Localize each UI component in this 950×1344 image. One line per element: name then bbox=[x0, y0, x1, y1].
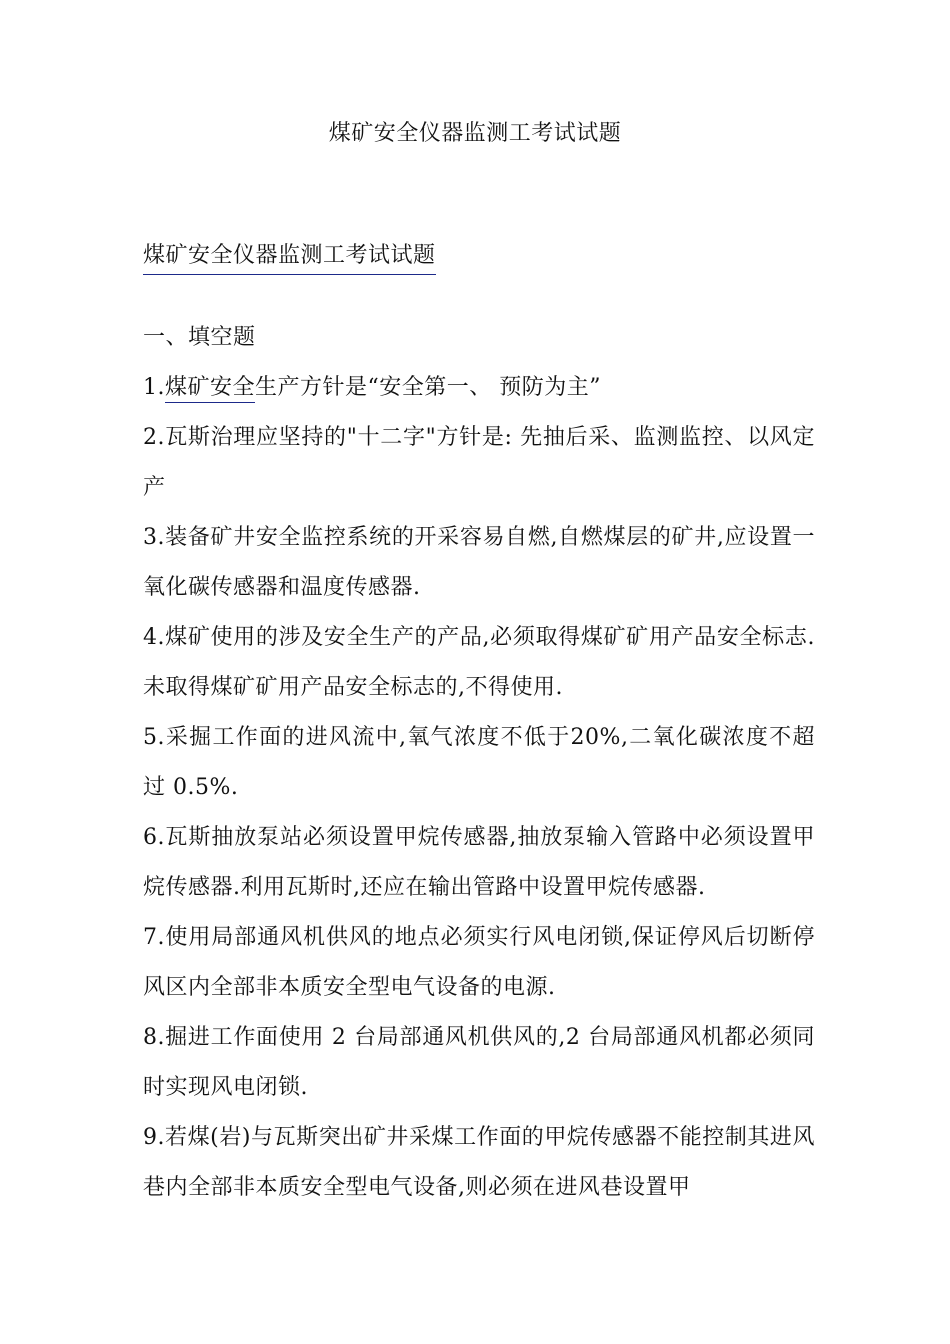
question-number: 2. bbox=[143, 425, 165, 450]
question-item-9 bbox=[143, 1113, 815, 1213]
question-number: 6. bbox=[143, 825, 165, 850]
document-body bbox=[143, 238, 815, 1213]
question-item-7 bbox=[143, 913, 815, 1013]
question-item-2 bbox=[143, 413, 815, 513]
question-number: 5. bbox=[143, 725, 165, 750]
page-title: 煤矿安全仪器监测工考试试题 bbox=[328, 121, 622, 146]
question-item-8 bbox=[143, 1013, 815, 1113]
question-number: 8. bbox=[143, 1025, 165, 1050]
question-item-5 bbox=[143, 713, 815, 813]
question-text: 瓦斯抽放泵站必须设置甲烷传感器,抽放泵输入管路中必须设置甲烷传感器.利用瓦斯时,还应在输出管路中设置甲烷传感器. bbox=[143, 825, 815, 900]
question-list bbox=[143, 363, 815, 1213]
question-number: 1. bbox=[143, 375, 165, 400]
question-text: 使用局部通风机供风的地点必须实行风电闭锁,保证停风后切断停风区内全部非本质安全型电气设备的电源. bbox=[143, 925, 815, 1000]
question-number: 9. bbox=[143, 1125, 165, 1150]
question-text: 装备矿井安全监控系统的开采容易自燃,自燃煤层的矿井,应设置一氧化碳传感器和温度传感器. bbox=[143, 525, 815, 600]
document-subtitle[interactable]: 煤矿安全仪器监测工考试试题 bbox=[143, 238, 436, 275]
question-item-3 bbox=[143, 513, 815, 613]
question-item-6 bbox=[143, 813, 815, 913]
question-text: 瓦斯治理应坚持的"十二字"方针是: 先抽后采、监测监控、以风定产 bbox=[143, 425, 815, 500]
question-number: 3. bbox=[143, 525, 165, 550]
question-text: 若煤(岩)与瓦斯突出矿井采煤工作面的甲烷传感器不能控制其进风巷内全部非本质安全型电气设备,则必须在进风巷设置甲 bbox=[143, 1125, 815, 1200]
question-item-1 bbox=[143, 363, 815, 413]
section-heading: 一、填空题 bbox=[143, 325, 256, 350]
question-text: 生产方针是“安全第一、 预防为主” bbox=[255, 375, 602, 400]
question-text: 掘进工作面使用 2 台局部通风机供风的,2 台局部通风机都必须同时实现风电闭锁. bbox=[143, 1025, 815, 1100]
question-text: 煤矿使用的涉及安全生产的产品,必须取得煤矿矿用产品安全标志.未取得煤矿矿用产品安全标志的,不得使用. bbox=[143, 625, 815, 700]
question-number: 7. bbox=[143, 925, 165, 950]
keyword-link[interactable]: 煤矿安全 bbox=[165, 375, 255, 403]
question-text: 采掘工作面的进风流中,氧气浓度不低于20%,二氧化碳浓度不超过 0.5%. bbox=[143, 725, 815, 800]
question-item-4 bbox=[143, 613, 815, 713]
question-number: 4. bbox=[143, 625, 165, 650]
